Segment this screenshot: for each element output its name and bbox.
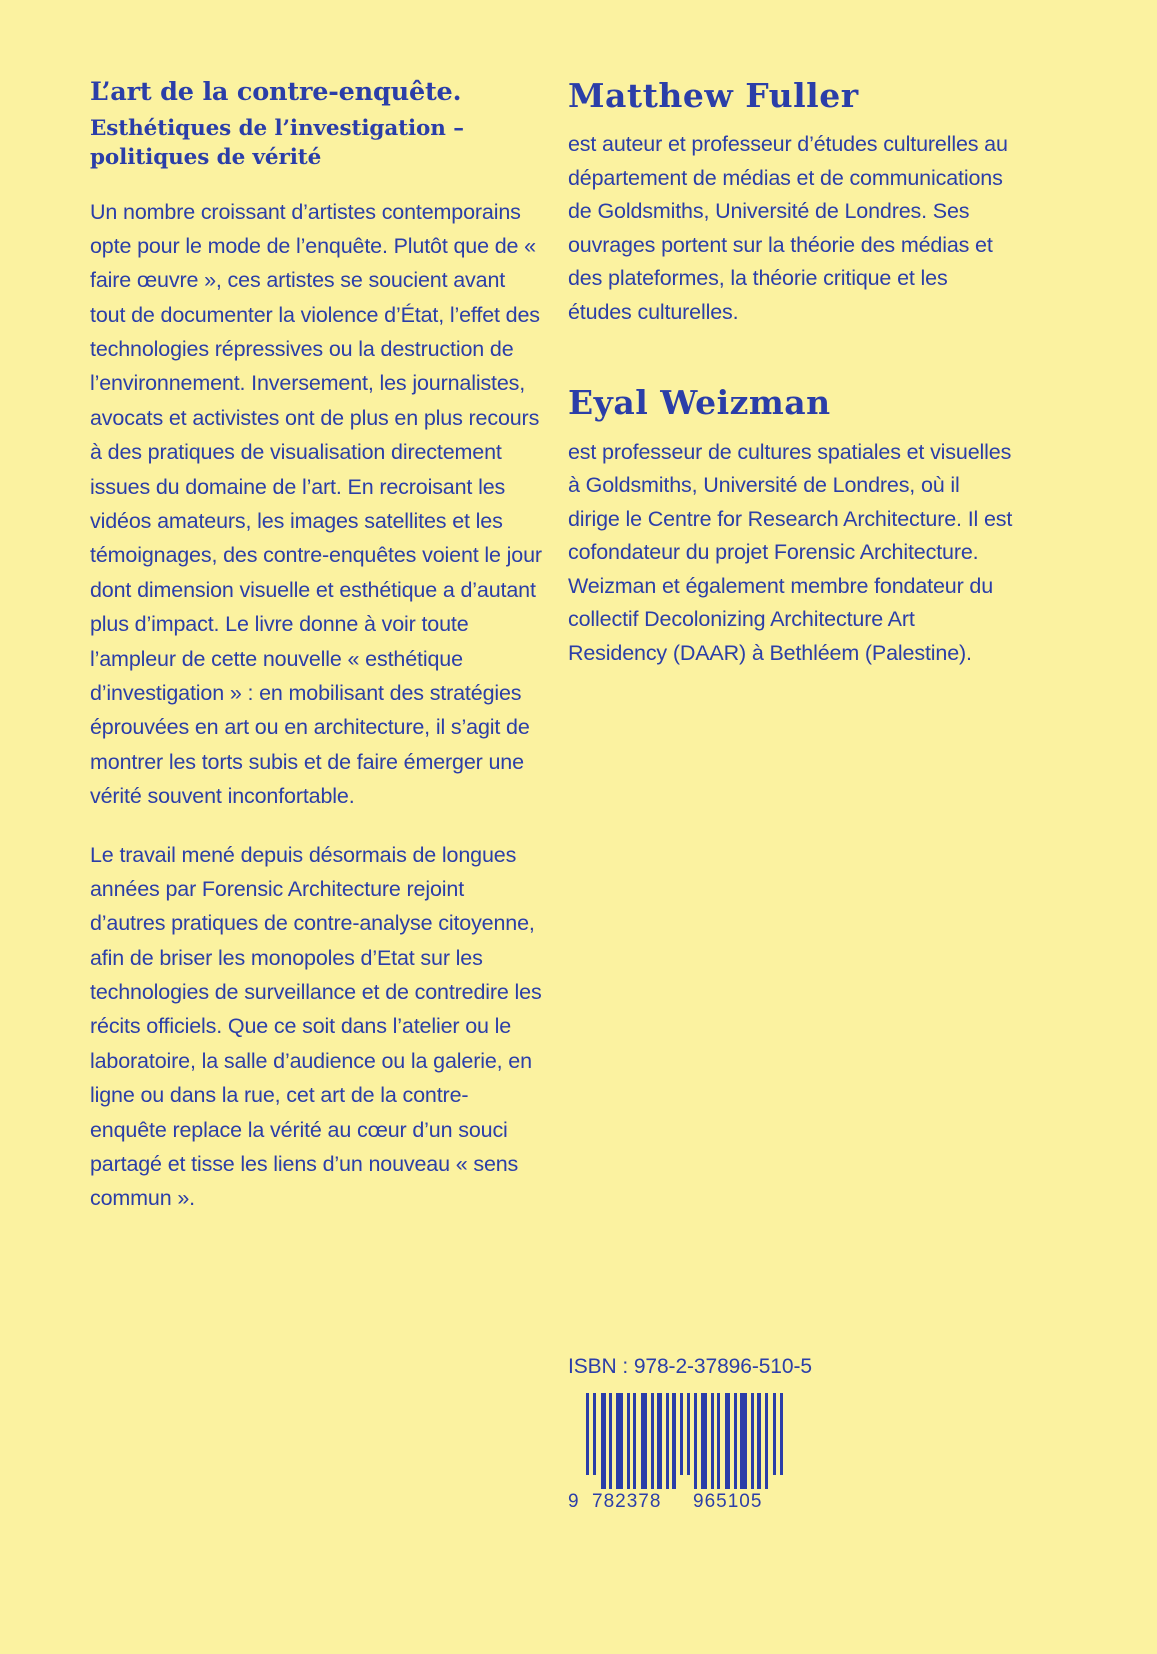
author-bio-1: est auteur et professeur d’études culturelles au département de médias et de communications de Goldsmiths, Université de Londres. Ses ouvrages portent sur la théorie des médias et des plateformes, la théorie critique et les études culturelles.	[568, 132, 1008, 324]
barcode	[568, 1393, 790, 1521]
author-name-2: Eyal Weizman	[568, 383, 831, 423]
barcode-digit-right: 965105	[693, 1491, 763, 1512]
isbn-label: ISBN : 978-2-37896-510-5	[568, 1355, 812, 1378]
barcode-digit-left: 9	[568, 1491, 580, 1512]
barcode-bars	[568, 1393, 790, 1489]
barcode-digits	[568, 1491, 790, 1519]
blurb-paragraph-2: Le travail mené depuis désormais de longues années par Forensic Architecture rejoint d’autres pratiques de contre-analyse citoyenne, afin de briser les monopoles d’Etat sur les technologies de surveillance et de contredire les récits officiels. Que ce soit dans l’atelier ou le laboratoire, la salle d’audience ou la galerie, en ligne ou dans la rue, cet art de la contre-enquête replace la vérité au cœur d’un souci partagé et tisse les liens d’un nouveau « sens commun ».	[90, 842, 542, 1211]
author-bio-2: est professeur de cultures spatiales et visuelles à Goldsmiths, Université de Londres, où il dirige le Centre for Research Architecture. Il est cofondateur du projet Forensic Architecture. Weizman et également membre fondateur du collectif Decolonizing Architecture Art Residency (DAAR) à Bethléem (Palestine).	[568, 439, 1013, 665]
book-subtitle: Esthétiques de l’investigation – politiques de vérité	[90, 116, 464, 170]
authors-column	[568, 78, 1016, 671]
isbn-block	[568, 1355, 988, 1521]
author-name-1: Matthew Fuller	[568, 76, 859, 115]
book-title: L’art de la contre-enquête.	[90, 77, 462, 107]
blurb-paragraph-1: Un nombre croissant d’artistes contemporains opte pour le mode de l’enquête. Plutôt que de « faire œuvre », ces artistes se soucient avant tout de documenter la violence d’État, l’effet des technologies répressives ou la destruction de l’environnement. Inversement, les journalistes, avocats et activistes ont de plus en plus recours à des pratiques de visualisation directement issues du domaine de l’art. En recroisant les vidéos amateurs, les images satellites et les témoignages, des contre-enquêtes voient le jour dont dimension visuelle et esthétique a d’autant plus d’impact. Le livre donne à voir toute l’ampleur de cette nouvelle « esthétique d’investigation » : en mobilisant des stratégies éprouvées en art ou en architecture, il s’agit de montrer les torts subis et de faire émerger une vérité souvent inconfortable.	[90, 199, 542, 809]
barcode-digit-mid: 782378	[592, 1491, 662, 1512]
blurb-column	[90, 78, 542, 1216]
